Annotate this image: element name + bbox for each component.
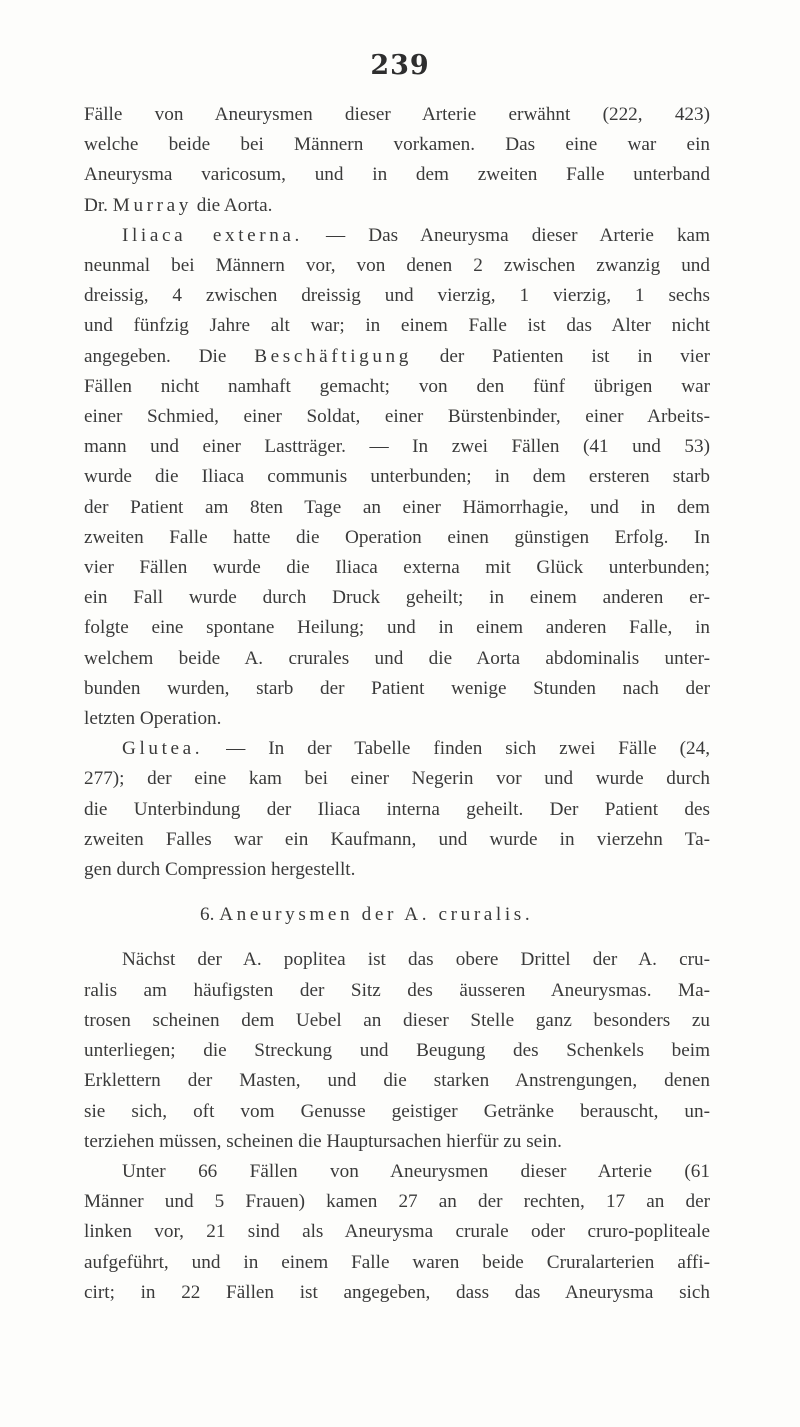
- text-line: letzten Operation.: [84, 708, 222, 730]
- page-number: 239: [370, 50, 430, 81]
- text-line: ein Fall wurde durch Druck geheilt; in einem anderen er-: [84, 587, 710, 609]
- text-line: die Unterbindung der Iliaca interna geheilt. Der Patient des: [84, 798, 710, 820]
- section-term: Iliaca externa.: [122, 224, 303, 246]
- text-line: welche beide bei Männern vorkamen. Das eine war ein: [84, 134, 710, 156]
- text-line: mann und einer Lastträger. — In zwei Fällen (41 und 53): [84, 436, 710, 458]
- emphasis-term: Beschäftigung: [254, 345, 412, 367]
- paragraph-start-line: Unter 66 Fällen von Aneurysmen dieser Arterie (61: [122, 1160, 710, 1182]
- text-line: Fälle von Aneurysmen dieser Arterie erwähnt (222, 423): [84, 104, 710, 125]
- text-line: und fünfzig Jahre alt war; in einem Falle ist das Alter nicht: [84, 315, 710, 337]
- section-term: Glutea.: [122, 738, 204, 760]
- text-line: dreissig, 4 zwischen dreissig und vierzig, 1 vierzig, 1 sechs: [84, 285, 710, 307]
- body-text: [84, 100, 710, 1308]
- text-line: Männer und 5 Frauen) kamen 27 an der rechten, 17 an der: [84, 1191, 710, 1213]
- text-line: Erklettern der Masten, und die starken Anstrengungen, denen: [84, 1070, 710, 1092]
- text-line: 277); der eine kam bei einer Negerin vor und wurde durch: [84, 768, 710, 790]
- text-line: Aneurysma varicosum, und in dem zweiten Falle unterband: [84, 164, 710, 186]
- text-line: einer Schmied, einer Soldat, einer Bürstenbinder, einer Arbeits-: [84, 406, 710, 428]
- text-line: ralis am häufigsten der Sitz des äusseren Aneurysmas. Ma-: [84, 979, 710, 1001]
- text-line: wurde die Iliaca communis unterbunden; in dem ersteren starb: [84, 466, 710, 488]
- text-line: welchem beide A. crurales und die Aorta abdominalis unter-: [84, 647, 710, 669]
- section-heading: 6. Aneurysmen der A. cruralis.: [200, 904, 534, 926]
- text-line: angegeben. Die Beschäftigung der Patienten ist in vier: [84, 345, 710, 367]
- text-line: sie sich, oft vom Genusse geistiger Getränke berauscht, un-: [84, 1100, 710, 1122]
- text-line: Dr. Murray die Aorta.: [84, 194, 273, 216]
- text-line: zweiten Falle hatte die Operation einen günstigen Erfolg. In: [84, 526, 710, 548]
- text-line: linken vor, 21 sind als Aneurysma crurale oder cruro-popliteale: [84, 1221, 710, 1243]
- paragraph-start-line: Nächst der A. poplitea ist das obere Drittel der A. cru-: [122, 949, 710, 971]
- text-line: terziehen müssen, scheinen die Hauptursachen hierfür zu sein.: [84, 1130, 562, 1152]
- text-line: der Patient am 8ten Tage an einer Hämorrhagie, und in dem: [84, 496, 710, 518]
- text-line: folgte eine spontane Heilung; und in einem anderen Falle, in: [84, 617, 710, 639]
- text-line: Fällen nicht namhaft gemacht; von den fünf übrigen war: [84, 375, 710, 397]
- text-line: cirt; in 22 Fällen ist angegeben, dass das Aneurysma sich: [84, 1281, 710, 1303]
- author-name: Murray: [112, 194, 192, 216]
- text-line: vier Fällen wurde die Iliaca externa mit Glück unterbunden;: [84, 557, 710, 579]
- text-line: unterliegen; die Streckung und Beugung des Schenkels beim: [84, 1040, 710, 1062]
- section-start-line: Glutea. — In der Tabelle finden sich zwei Fälle (24,: [122, 738, 710, 760]
- text-line: trosen scheinen dem Uebel an dieser Stelle ganz besonders zu: [84, 1009, 710, 1031]
- text-line: zweiten Falles war ein Kaufmann, und wurde in vierzehn Ta-: [84, 828, 710, 850]
- text-line: bunden wurden, starb der Patient wenige Stunden nach der: [84, 677, 710, 699]
- section-start-line: Iliaca externa. — Das Aneurysma dieser Arterie kam: [122, 224, 711, 246]
- text-line: gen durch Compression hergestellt.: [84, 859, 356, 881]
- text-line: aufgeführt, und in einem Falle waren beide Cruralarterien affi-: [84, 1251, 710, 1273]
- text-line: neunmal bei Männern vor, von denen 2 zwischen zwanzig und: [84, 255, 710, 277]
